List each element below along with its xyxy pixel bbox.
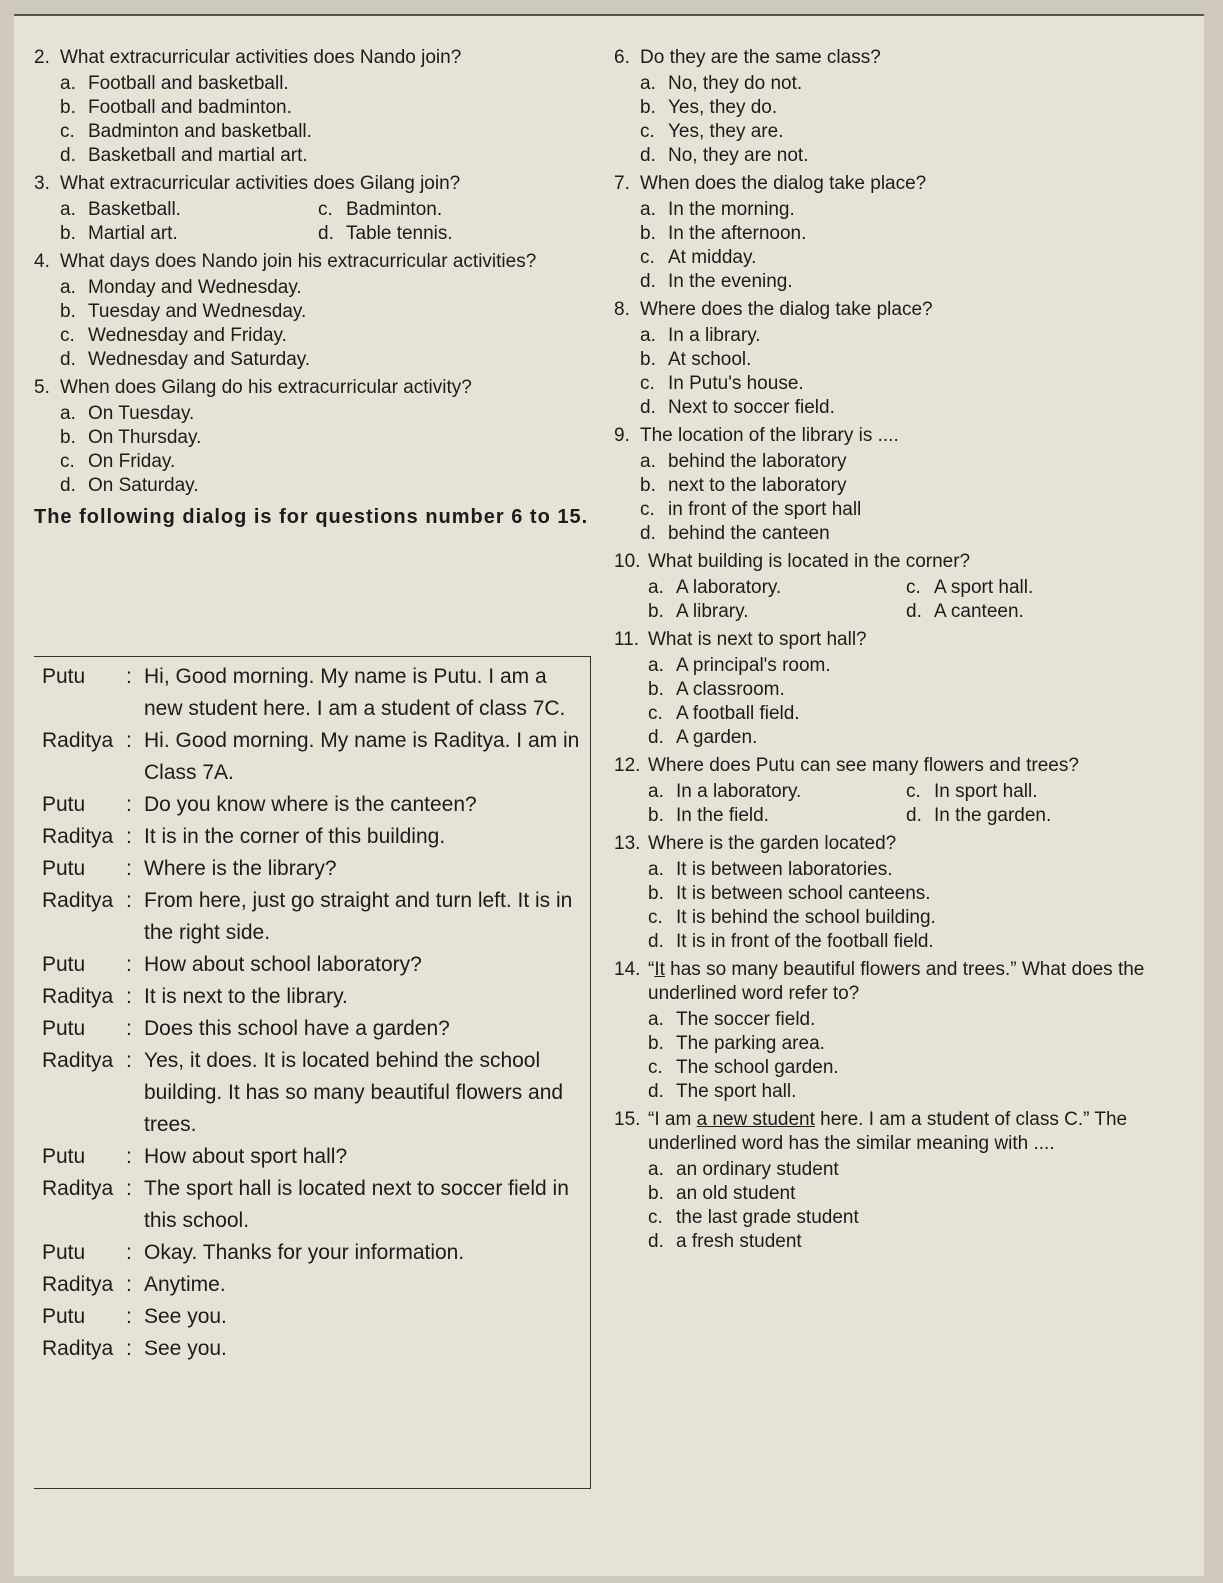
dialog-line: Raditya : It is next to the library. <box>42 985 348 1008</box>
option: c. A sport hall. <box>906 577 1034 598</box>
dialog-line: Putu : How about sport hall? <box>42 1145 348 1168</box>
option: c. In Putu's house. <box>640 373 804 394</box>
question-9: 9. The location of the library is .... <box>614 425 899 446</box>
option: a. In a library. <box>640 325 761 346</box>
dialog-line: Raditya : The sport hall is located next to soccer field in this school. <box>42 1177 569 1232</box>
question-number: 5. <box>34 377 50 398</box>
option: c. in front of the sport hall <box>640 499 862 520</box>
question-14: 14. “It has so many beautiful flowers and trees.” What does the underlined word refer to? <box>614 959 1145 1004</box>
option: c. It is behind the school building. <box>648 907 936 928</box>
option: d. No, they are not. <box>640 145 809 166</box>
option: c. At midday. <box>640 247 757 268</box>
dialog-line: Putu : Okay. Thanks for your information. <box>42 1241 465 1264</box>
option: b. next to the laboratory <box>640 475 847 496</box>
dialog-line: Raditya : Hi. Good morning. My name is Raditya. I am in Class 7A. <box>42 729 580 784</box>
question-5 <box>34 376 594 400</box>
question-stem: What extracurricular activities does Nando join? <box>60 47 462 68</box>
dialog-line: Putu : Do you know where is the canteen? <box>42 793 477 816</box>
question-11: 11. What is next to sport hall? <box>614 629 867 650</box>
option: b. A classroom. <box>648 679 785 700</box>
question-15: 15. “I am a new student here. I am a student of class C.” The underlined word has the similar meaning with .... <box>614 1109 1128 1154</box>
option: a. No, they do not. <box>640 73 803 94</box>
question-13: 13. Where is the garden located? <box>614 833 897 854</box>
option-row <box>614 780 1199 804</box>
dialog-line: Putu : Hi, Good morning. My name is Putu. I am a new student here. I am a student of class 7C. <box>42 665 566 720</box>
question-4 <box>34 250 594 274</box>
option: d. On Saturday. <box>60 475 199 496</box>
option: a. The soccer field. <box>648 1009 816 1030</box>
dialog-lines <box>34 657 590 1365</box>
option: c. the last grade student <box>648 1207 859 1228</box>
option: d. A canteen. <box>906 601 1024 622</box>
option: a. A laboratory. <box>648 577 782 598</box>
option: d. In the garden. <box>906 805 1052 826</box>
option-row <box>34 222 594 246</box>
option: d. In the evening. <box>640 271 793 292</box>
option: b. Yes, they do. <box>640 97 778 118</box>
option: b. In the field. <box>648 805 769 826</box>
option: c. Wednesday and Friday. <box>60 325 287 346</box>
option: b. It is between school canteens. <box>648 883 931 904</box>
option: a. On Tuesday. <box>60 403 195 424</box>
option: d. A garden. <box>648 727 758 748</box>
dialog-line: Putu : How about school laboratory? <box>42 953 422 976</box>
option: a. an ordinary student <box>648 1159 839 1180</box>
question-8: 8. Where does the dialog take place? <box>614 299 933 320</box>
option-row <box>614 804 1199 828</box>
option: b. Football and badminton. <box>60 97 292 118</box>
option: b. In the afternoon. <box>640 223 807 244</box>
option: b. On Thursday. <box>60 427 202 448</box>
option: a. In the morning. <box>640 199 795 220</box>
question-2 <box>34 46 594 70</box>
dialog-line: Putu : Does this school have a garden? <box>42 1017 450 1040</box>
option: d. a fresh student <box>648 1231 802 1252</box>
option: b. The parking area. <box>648 1033 825 1054</box>
dialog-line: Putu : Where is the library? <box>42 857 337 880</box>
option: c. Yes, they are. <box>640 121 784 142</box>
dialog-intro: The following dialog is for questions number 6 to 15. <box>34 506 589 528</box>
option: a. A principal's room. <box>648 655 831 676</box>
option-row <box>34 198 594 222</box>
option: c. A football field. <box>648 703 800 724</box>
option: a. It is between laboratories. <box>648 859 893 880</box>
question-10: 10. What building is located in the corner? <box>614 551 971 572</box>
question-stem: When does Gilang do his extracurricular activity? <box>60 377 472 398</box>
option: c. On Friday. <box>60 451 176 472</box>
right-column <box>614 46 1199 1254</box>
option: a. In a laboratory. <box>648 781 802 802</box>
question-12: 12. Where does Putu can see many flowers and trees? <box>614 755 1079 776</box>
dialog-line: Putu : See you. <box>42 1305 227 1328</box>
question-number: 3. <box>34 173 50 194</box>
question-7: 7. When does the dialog take place? <box>614 173 927 194</box>
worksheet-page <box>14 14 1204 1576</box>
left-column <box>34 46 594 530</box>
option: b. an old student <box>648 1183 796 1204</box>
option: d. behind the canteen <box>640 523 830 544</box>
option: b. Martial art. <box>60 223 178 244</box>
option: c. The school garden. <box>648 1057 839 1078</box>
option: d. The sport hall. <box>648 1081 797 1102</box>
dialog-line: Raditya : Yes, it does. It is located behind the school building. It has so many beautiful flowers and trees. <box>42 1049 564 1136</box>
option: c. Badminton. <box>318 199 443 220</box>
option: d. Wednesday and Saturday. <box>60 349 311 370</box>
option: a. Monday and Wednesday. <box>60 277 302 298</box>
option-row <box>614 576 1199 600</box>
question-number: 2. <box>34 47 50 68</box>
question-3 <box>34 172 594 196</box>
question-6: 6. Do they are the same class? <box>614 47 881 68</box>
option: d. Basketball and martial art. <box>60 145 308 166</box>
question-stem: What extracurricular activities does Gilang join? <box>60 173 461 194</box>
question-number: 4. <box>34 251 50 272</box>
option: a. Basketball. <box>60 199 181 220</box>
option: c. Badminton and basketball. <box>60 121 312 142</box>
dialog-box <box>34 656 591 1489</box>
dialog-line: Raditya : It is in the corner of this building. <box>42 825 446 848</box>
option: d. It is in front of the football field. <box>648 931 934 952</box>
dialog-line: Raditya : Anytime. <box>42 1273 226 1296</box>
dialog-box-bottom-border <box>34 1488 590 1489</box>
option: b. At school. <box>640 349 752 370</box>
option: a. Football and basketball. <box>60 73 289 94</box>
option: d. Table tennis. <box>318 223 453 244</box>
dialog-line: Raditya : From here, just go straight and turn left. It is in the right side. <box>42 889 573 944</box>
dialog-line: Raditya : See you. <box>42 1337 227 1360</box>
option: a. behind the laboratory <box>640 451 847 472</box>
option: c. In sport hall. <box>906 781 1038 802</box>
option: d. Next to soccer field. <box>640 397 835 418</box>
question-stem: What days does Nando join his extracurricular activities? <box>60 251 537 272</box>
option: b. A library. <box>648 601 749 622</box>
option: b. Tuesday and Wednesday. <box>60 301 307 322</box>
option-row <box>614 600 1199 624</box>
